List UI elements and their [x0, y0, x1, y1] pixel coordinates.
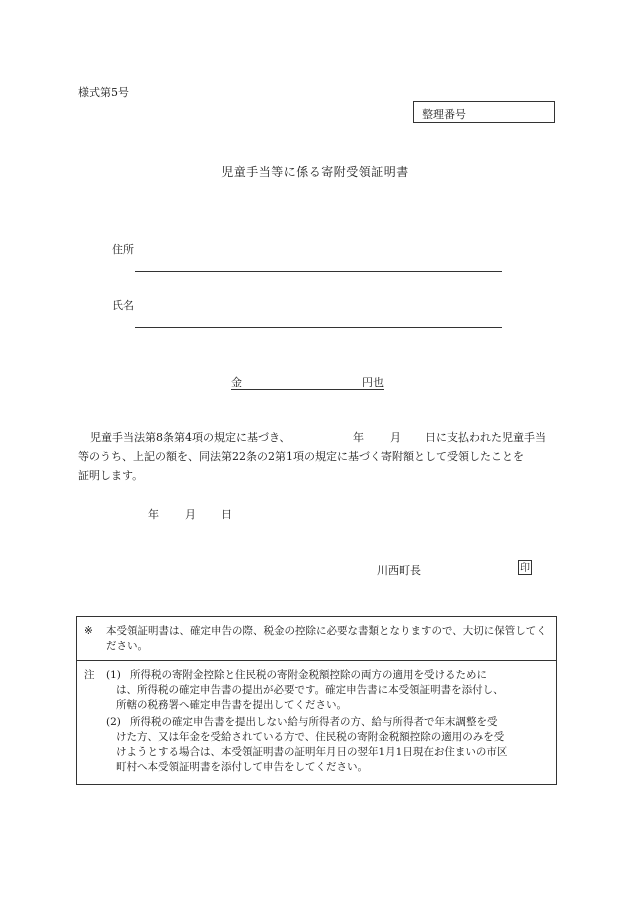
asterisk-mark: ※ [84, 625, 93, 637]
notice-text: 本受領証明書は、確定申告の際、税金の控除に必要な書類となりますので、大切に保管してください。 [106, 625, 547, 652]
name-line [135, 327, 502, 328]
issue-month: 月 [185, 508, 196, 521]
note-1-num: (1) [106, 669, 121, 681]
document-title: 児童手当等に係る寄附受領証明書 [221, 165, 409, 179]
form-number: 様式第5号 [78, 86, 129, 99]
address-line [135, 271, 502, 272]
note-2-num: (2) [106, 716, 121, 728]
seal-mark: 印 [518, 560, 532, 575]
address-label: 住所 [112, 243, 134, 256]
notes-head: 注 [84, 669, 95, 681]
body-line3: 証明します。 [78, 469, 144, 482]
name-label: 氏名 [112, 299, 134, 312]
body-part1: 児童手当法第8条第4項の規定に基づき、 [90, 431, 291, 444]
notice-divider [76, 660, 557, 661]
note-2-line-4: 町村へ本受領証明書を添付して申告をしてください。 [116, 761, 368, 773]
certificate-body [78, 428, 556, 485]
body-year: 年 [353, 431, 364, 444]
issue-year: 年 [148, 508, 159, 521]
note-2-line-1: 所得税の確定申告書を提出しない給与所得者の方、給与所得者で年末調整を受 [130, 716, 498, 728]
note-1-line-1: 所得税の寄附金控除と住民税の寄附金税額控除の両方の適用を受けるために [130, 669, 487, 681]
amount-line [231, 374, 384, 390]
body-month: 月 [390, 431, 401, 444]
note-2-line-2: けた方、又は年金を受給されている方で、住民税の寄附金税額控除の適用のみを受 [116, 731, 505, 743]
body-day-part: 日に支払われた児童手当 [425, 431, 546, 444]
note-2-line-3: けようとする場合は、本受領証明書の証明年月日の翌年1月1日現在お住まいの市区 [116, 746, 508, 758]
reference-number-label: 整理番号 [422, 108, 466, 121]
reference-number-box [413, 101, 555, 123]
note-1-line-2: は、所得税の確定申告書の提出が必要です。確定申告書に本受領証明書を添付し、 [116, 684, 504, 696]
issue-day: 日 [221, 508, 232, 521]
note-1-line-3: 所轄の税務署へ確定申告書を提出してください。 [116, 699, 347, 711]
amount-suffix: 円也 [362, 376, 384, 389]
amount-prefix: 金 [231, 376, 242, 389]
body-line2: 等のうち、上記の額を、同法第22条の2第1項の規定に基づく寄附額として受領したことを [78, 450, 524, 463]
issuer-name: 川西町長 [377, 564, 421, 577]
